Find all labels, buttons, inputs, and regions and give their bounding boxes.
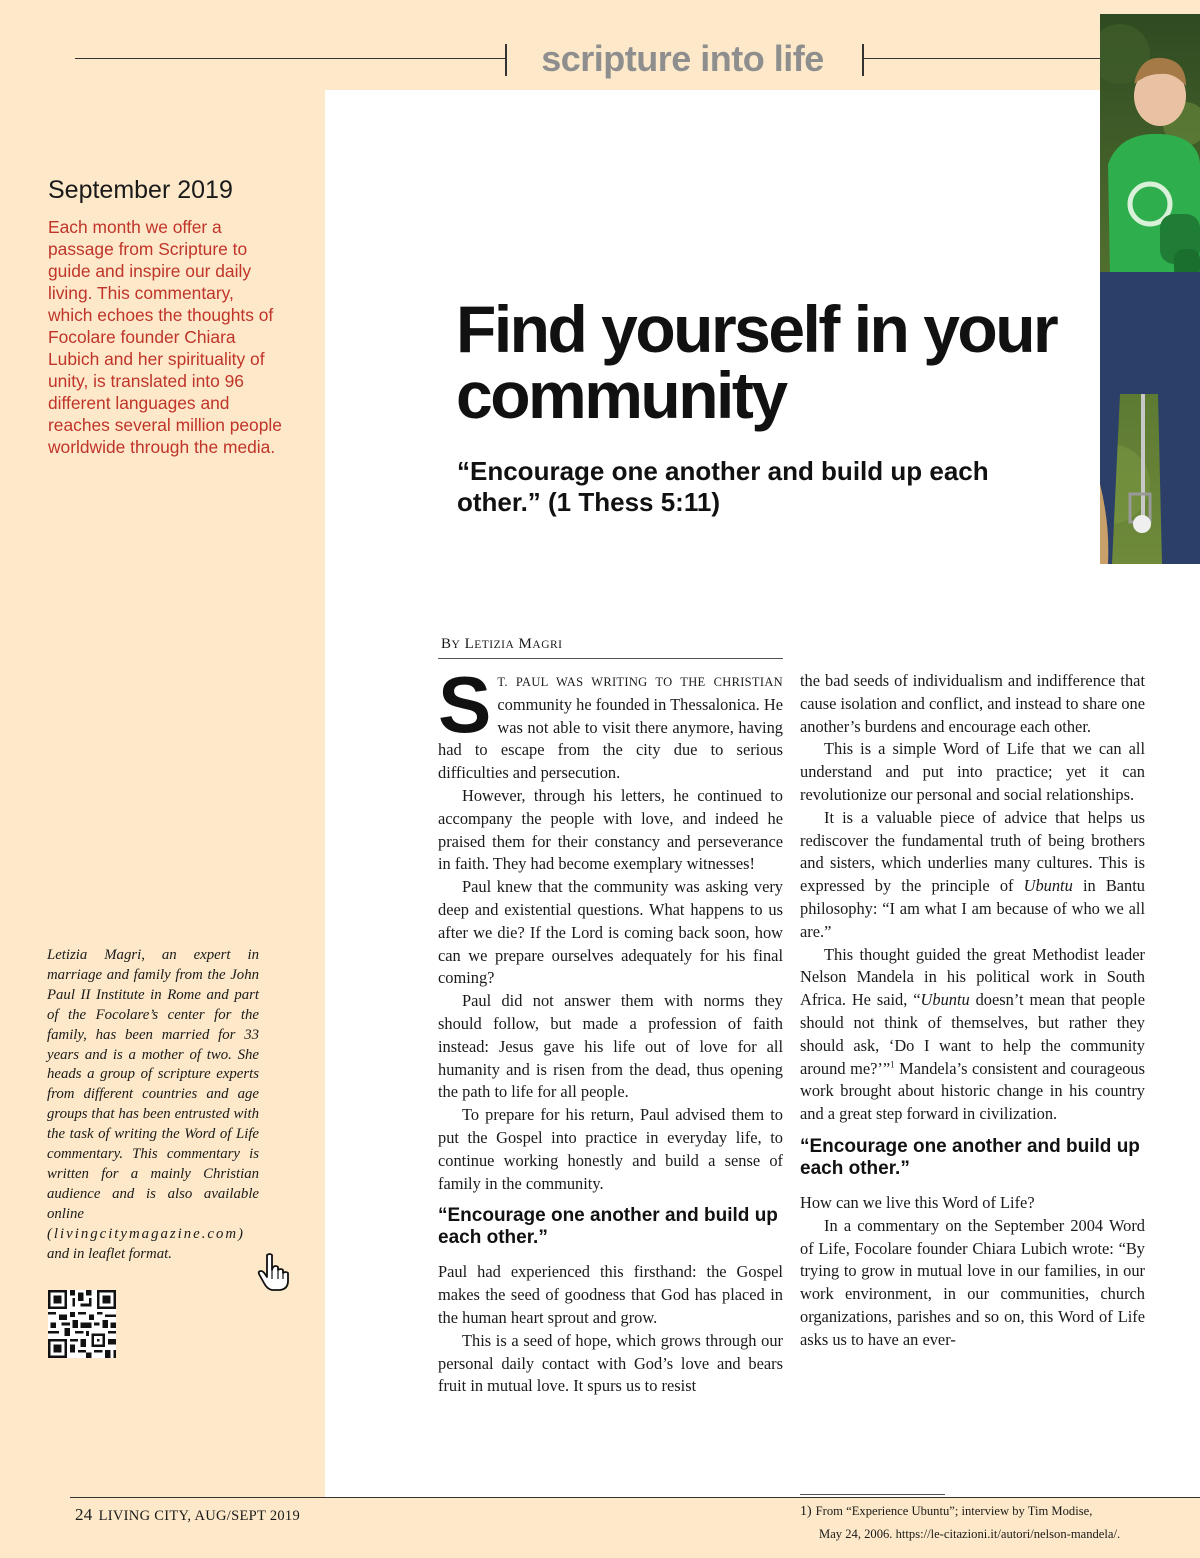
paragraph: Paul did not answer them with norms they should follow, but made a profession of faith instead: Jesus gave his life out of love for all humanity and is risen from the dead, thus opening the path to life for all people. <box>438 991 783 1102</box>
folio-rule <box>70 1497 1200 1498</box>
byline-first-cap: L <box>464 636 475 652</box>
footnote-line-1: From “Experience Ubuntu”; interview by Tim Modise, <box>815 1504 1093 1518</box>
qr-code-icon[interactable] <box>48 1290 116 1358</box>
paragraph: However, through his letters, he continued to accompany the people with love, and indeed he praised them for their constancy and perseverance in faith. They had become exemplary witnesses! <box>438 785 783 874</box>
section-heading: “Encourage one another and build up each other.” <box>800 1135 1140 1179</box>
lead-in: T. PAUL WAS WRITING TO THE CHRISTIAN <box>497 675 783 689</box>
paragraph: Paul knew that the community was asking very deep and existential questions. What happens to us after we die? If the Lord is coming back soon, how can we prepare ourselves adequately for his final coming? <box>438 877 783 988</box>
byline-last-small: AGRI <box>532 639 563 651</box>
author-bio-tail: and in leaflet format. <box>47 1245 172 1262</box>
paragraph <box>800 944 1145 1126</box>
page-number: 24 <box>75 1505 93 1524</box>
intro-text: Each month we offer a passage from Scripture to guide and inspire our daily living. This commentary, which echoes the thoughts of Focolare founder Chiara Lubich and her spirituality of unity, is translated into 96 different languages and reaches several million people worldwide through the media. <box>48 217 282 457</box>
issue-month: September 2019 <box>48 176 233 204</box>
header-rule-right <box>862 58 1100 59</box>
paragraph: How can we live this Word of Life? <box>800 1192 1035 1212</box>
website-link[interactable]: (livingcitymagazine.com) <box>47 1225 245 1242</box>
paragraph-text: community he founded in Thessalonica. He was not able to visit there anymore, having had to escape from the city due to serious difficulties and persecution. <box>438 694 783 783</box>
footnote <box>800 1500 1160 1545</box>
emphasis: Ubuntu <box>920 990 970 1010</box>
author-bio <box>47 946 259 1265</box>
paragraph: the bad seeds of individualism and indifference that cause isolation and conflict, and instead to share one another’s burdens and encourage each other. <box>800 671 1145 736</box>
publication-name: LIVING CITY, <box>98 1508 192 1524</box>
photo-illustration <box>1100 14 1200 564</box>
paragraph-text: It is a valuable piece of advice that helps us rediscover the fundamental truth of being brothers and sisters, which underlies many cultures. This is expressed by the principle of <box>800 807 1145 896</box>
byline-first-small: ETIZIA <box>474 639 515 651</box>
byline <box>441 636 563 653</box>
section-heading: “Encourage one another and build up each other.” <box>438 1205 778 1249</box>
paragraph <box>800 807 1145 944</box>
section-label: scripture into life <box>541 38 824 79</box>
article-subtitle: “Encourage one another and build up each other.” (1 Thess 5:11) <box>457 456 989 517</box>
byline-by-small: Y <box>451 639 461 651</box>
article-column-2 <box>800 670 1145 1352</box>
footnote-number: 1) <box>800 1504 812 1519</box>
footnote-marker[interactable]: 1 <box>890 1059 895 1070</box>
issue-date: AUG/SEPT 2019 <box>194 1508 301 1524</box>
byline-last-cap: M <box>518 636 533 652</box>
paragraph: To prepare for his return, Paul advised them to put the Gospel into practice in everyday life, to continue working honestly and build a sense of family in the community. <box>438 1105 783 1193</box>
article-column-1 <box>438 660 783 1398</box>
paragraph-text: doesn’t mean that people should not think of themselves, but rather they should ask, ‘Do I want to help the community around me?’” <box>800 990 1146 1078</box>
photo-boy-recycling <box>1100 14 1200 564</box>
footnote-line-2: May 24, 2006. https://le-citazioni.it/autori/nelson-mandela/. <box>819 1527 1121 1541</box>
footnote-rule <box>800 1494 945 1495</box>
paragraph: This is a simple Word of Life that we can all understand and put into practice; yet it can revolutionize our personal and social relationships. <box>800 739 1145 804</box>
header-bar-right <box>862 44 864 76</box>
paragraph: Paul had experienced this firsthand: the Gospel makes the seed of goodness that God has placed in the human heart sprout and grow. <box>438 1262 783 1327</box>
header-rule-left <box>75 58 505 59</box>
article-title: Find yourself in your community <box>456 292 1057 432</box>
hand-pointer-icon[interactable] <box>256 1252 290 1292</box>
author-bio-text: Letizia Magri, an expert in marriage and family from the John Paul II Institute in Rome and part of the Focolare’s center for the family, has been married for 33 years and is a mother of two. She heads a group of scripture experts from different countries and age groups that has been entrusted with the task of writing the Word of Life commentary. This commentary is written for a mainly Christian audience and is also available online <box>47 947 259 1222</box>
paragraph-text: This thought guided the great Methodist leader Nelson Mandela in his political work in South Africa. He said, “ <box>800 944 1145 1010</box>
drop-cap: S <box>438 660 492 749</box>
paragraph-text: Mandela’s consistent and courageous work brought about historic change in his country and a great step forward in civilization. <box>800 1058 1145 1124</box>
folio <box>75 1505 300 1525</box>
paragraph: In a commentary on the September 2004 Word of Life, Focolare founder Chiara Lubich wrote: “By trying to grow in mutual love in our families, in our work environment, in our communities, church organizations, parishes and so on, this Word of Life asks us to have an ever- <box>800 1215 1145 1349</box>
paragraph: This is a seed of hope, which grows through our personal daily contact with God’s love and bears fruit in mutual love. It spurs us to resist <box>438 1330 783 1396</box>
byline-rule <box>438 658 783 659</box>
paragraph-text: in Bantu philosophy: “I am what I am because of who we all are.” <box>800 876 1145 941</box>
paragraph <box>438 660 783 785</box>
byline-by-cap: B <box>441 636 452 652</box>
emphasis: Ubuntu <box>1023 876 1073 896</box>
